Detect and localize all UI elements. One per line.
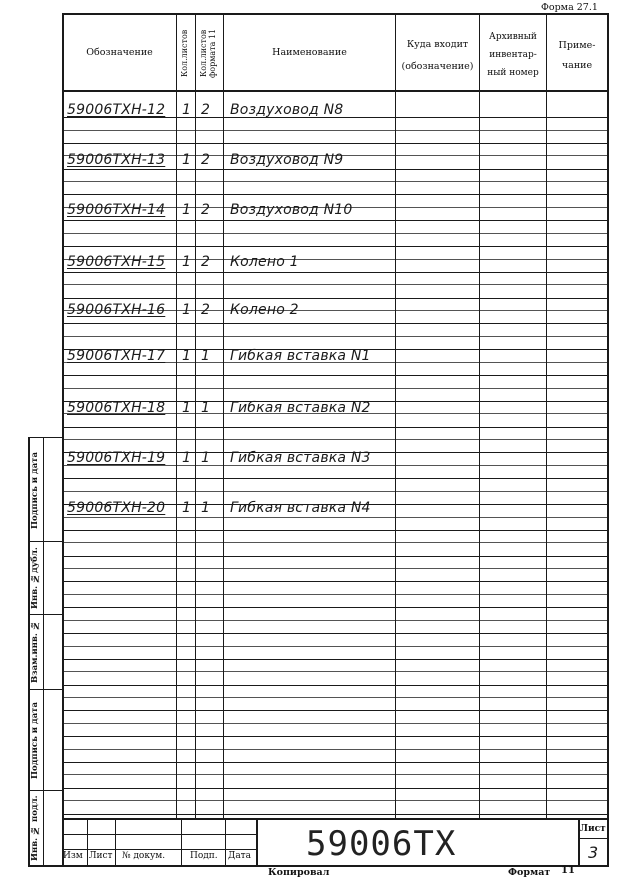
row-code: 59006ТХН-20 [67, 500, 166, 516]
header-sheets-count: Кол.листов [180, 29, 189, 77]
stamp-izm: Изм [63, 851, 83, 861]
header-where-used-line2: (обозначение) [401, 61, 474, 72]
header-archive-line3: ный номер [487, 68, 539, 78]
stamp-v-date [256, 818, 258, 866]
row-subline [62, 233, 608, 234]
row-sheets: 1 [182, 202, 192, 218]
side-label-sign-date-1: Подпись и дата [30, 451, 40, 529]
row-code: 59006ТХН-19 [67, 450, 166, 466]
row-line [62, 478, 608, 479]
stamp-sheet-number: 3 [588, 843, 599, 862]
row-line [62, 736, 608, 737]
header-archive-line2: инвентар- [489, 50, 537, 60]
row-subline [62, 542, 608, 543]
row-line [62, 762, 608, 763]
row-sheets-format: 1 [201, 400, 211, 416]
row-name: Гибкая вставка N3 [230, 450, 371, 466]
stamp-date: Дата [228, 851, 252, 861]
row-sheets-format: 2 [201, 202, 211, 218]
row-line [62, 556, 608, 557]
row-code: 59006ТХН-16 [67, 302, 166, 318]
row-subline [62, 620, 608, 621]
row-line [62, 298, 608, 299]
header-sheets-format: Кол.листов формата 11 [199, 28, 217, 78]
row-subline [62, 800, 608, 801]
side-strip-top [28, 437, 63, 438]
side-div-4 [28, 790, 63, 791]
row-sheets: 1 [182, 400, 192, 416]
stamp-v-sign [225, 818, 226, 866]
row-subline [62, 697, 608, 698]
row-name: Воздуховод N8 [230, 102, 344, 118]
side-div-2 [28, 614, 63, 615]
row-sheets-format: 2 [201, 102, 211, 118]
side-label-inv-dup: Инв. №дубл. [30, 547, 40, 609]
form-label: Форма 27.1 [541, 2, 598, 13]
row-line [62, 814, 608, 815]
side-label-inv-orig: Инв. № подл. [30, 795, 40, 861]
side-div-1 [28, 541, 63, 542]
stamp-top [62, 818, 608, 820]
col-line-6 [546, 14, 547, 819]
row-line [62, 143, 608, 144]
row-line [62, 685, 608, 686]
header-where-used-line1: Куда входит [406, 39, 469, 50]
stamp-sheet-div [578, 838, 608, 839]
row-code: 59006ТХН-15 [67, 254, 166, 270]
row-sheets-format: 2 [201, 254, 211, 270]
row-line [62, 220, 608, 221]
row-name: Колено 1 [230, 254, 299, 270]
row-line [62, 659, 608, 660]
row-sheets: 1 [182, 302, 192, 318]
row-line [62, 427, 608, 428]
row-sheets-format: 2 [201, 302, 211, 318]
row-line [62, 272, 608, 273]
row-line [62, 169, 608, 170]
header-archive-line1: Архивный [489, 32, 537, 42]
header-note [547, 36, 607, 76]
row-line [62, 710, 608, 711]
row-code: 59006ТХН-18 [67, 400, 166, 416]
row-code: 59006ТХН-17 [67, 348, 166, 364]
row-name: Гибкая вставка N1 [230, 348, 371, 364]
row-sheets-format: 1 [201, 450, 211, 466]
header-note-line1: Приме- [558, 40, 596, 51]
row-name: Воздуховод N9 [230, 152, 344, 168]
row-sheets: 1 [182, 450, 192, 466]
row-subline [62, 594, 608, 595]
row-line [62, 323, 608, 324]
row-subline [62, 774, 608, 775]
row-line [62, 194, 608, 195]
row-sheets: 1 [182, 152, 192, 168]
row-sheets-format: 2 [201, 152, 211, 168]
side-label-replace-inv: Взам.инв. № [30, 620, 40, 684]
footer-copied: Копировал [268, 867, 330, 878]
footer-format-value: 11 [561, 865, 575, 876]
row-line [62, 530, 608, 531]
footer-format-label: Формат [508, 867, 551, 878]
header-note-line2: чание [561, 60, 593, 71]
row-code: 59006ТХН-14 [67, 202, 166, 218]
side-div-3 [28, 689, 63, 690]
row-subline [62, 517, 608, 518]
stamp-v-izm [87, 818, 88, 866]
stamp-v-list [115, 818, 116, 866]
row-subline [62, 646, 608, 647]
side-label-sign-date-2: Подпись и дата [30, 701, 40, 779]
row-sheets: 1 [182, 500, 192, 516]
row-subline [62, 388, 608, 389]
row-subline [62, 568, 608, 569]
row-line [62, 607, 608, 608]
row-name: Гибкая вставка N2 [230, 400, 371, 416]
row-name: Воздуховод N10 [230, 202, 353, 218]
stamp-sign: Подп. [190, 851, 218, 861]
row-sheets: 1 [182, 102, 192, 118]
stamp-doc-no: № докум. [122, 851, 166, 861]
header-bottom [62, 90, 608, 92]
col-line-2 [195, 14, 196, 819]
row-subline [62, 671, 608, 672]
row-line [62, 246, 608, 247]
row-line [62, 633, 608, 634]
col-line-4 [395, 14, 396, 819]
row-sheets-format: 1 [201, 500, 211, 516]
row-name: Колено 2 [230, 302, 299, 318]
row-code: 59006ТХН-13 [67, 152, 166, 168]
row-line [62, 375, 608, 376]
stamp-row-1 [62, 834, 256, 835]
row-sheets-format: 1 [201, 348, 211, 364]
row-subline [62, 439, 608, 440]
header-where-used [396, 34, 479, 78]
row-subline [62, 336, 608, 337]
row-subline [62, 491, 608, 492]
stamp-row-2 [62, 849, 256, 850]
row-line [62, 581, 608, 582]
row-code: 59006ТХН-12 [67, 102, 166, 118]
header-designation: Обозначение [86, 47, 153, 58]
header-name: Наименование [272, 47, 347, 58]
row-name: Гибкая вставка N4 [230, 500, 371, 516]
row-subline [62, 749, 608, 750]
col-line-3 [223, 14, 224, 819]
header-archive [480, 28, 546, 82]
stamp-designation: 59006ТХ [306, 824, 457, 864]
row-sheets: 1 [182, 254, 192, 270]
col-line-1 [176, 14, 177, 819]
row-subline [62, 181, 608, 182]
row-subline [62, 723, 608, 724]
row-line [62, 788, 608, 789]
row-sheets: 1 [182, 348, 192, 364]
side-strip-inner [43, 437, 44, 866]
row-subline [62, 284, 608, 285]
col-line-5 [479, 14, 480, 819]
stamp-list: Лист [89, 851, 113, 861]
stamp-sheet-label: Лист [580, 824, 606, 834]
row-subline [62, 130, 608, 131]
stamp-v-doc [181, 818, 182, 866]
